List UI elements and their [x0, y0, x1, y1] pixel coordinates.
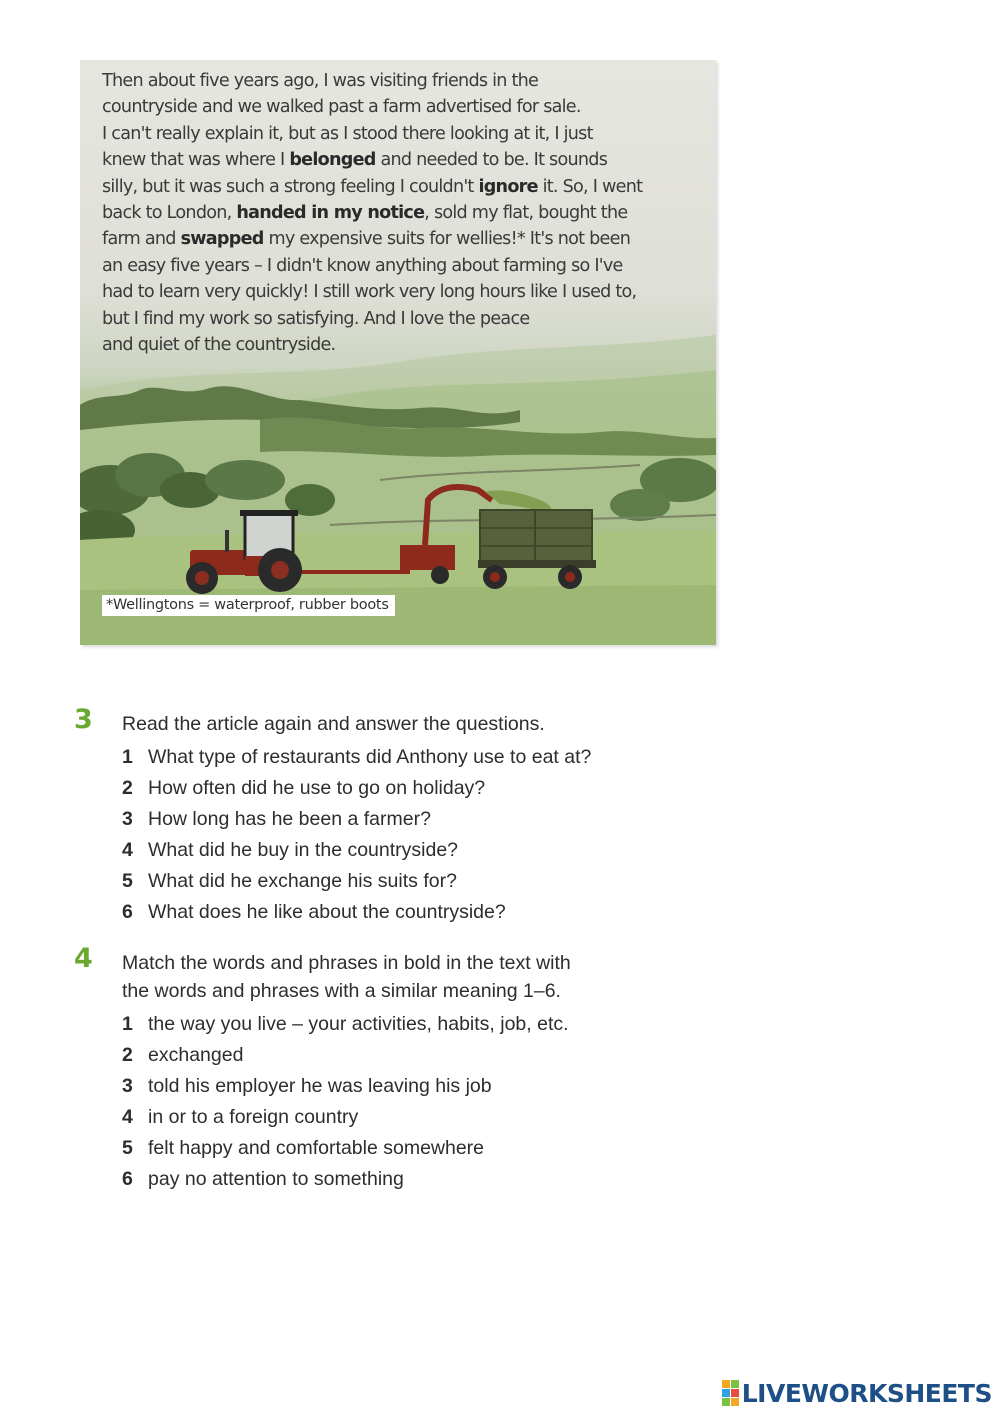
- article-line: [102, 332, 702, 358]
- article-photo-panel: [80, 60, 716, 645]
- item-text: exchanged: [148, 1044, 244, 1066]
- item-number: 6: [122, 1168, 133, 1190]
- article-line: [102, 226, 702, 252]
- article-line: [102, 68, 702, 94]
- text-segment: farm and: [102, 229, 181, 250]
- item-number: 5: [122, 1137, 133, 1159]
- article-line: [102, 94, 702, 120]
- text-segment: , sold my flat, bought the: [424, 203, 628, 224]
- exercise-instruction: [122, 949, 571, 1005]
- item-number: 6: [122, 901, 133, 923]
- item-number: 2: [122, 777, 133, 799]
- article-line: [102, 121, 702, 147]
- list-item: [122, 1040, 569, 1071]
- article-line: [102, 306, 702, 332]
- item-text: What did he exchange his suits for?: [148, 870, 457, 892]
- text-segment: silly, but it was such a strong feeling I couldn't: [102, 176, 479, 197]
- liveworksheets-logo-icon: [722, 1380, 739, 1406]
- list-item: [122, 804, 591, 835]
- list-item: [122, 1133, 569, 1164]
- text-segment: it. So, I went: [537, 176, 643, 197]
- list-item: [122, 835, 591, 866]
- article-line: [102, 200, 702, 226]
- text-segment: an easy five years – I didn't know anything about farming so I've: [102, 255, 623, 276]
- item-text: What does he like about the countryside?: [148, 901, 506, 923]
- bold-phrase: swapped: [180, 229, 264, 250]
- exercise-instruction: Read the article again and answer the questions.: [122, 713, 545, 735]
- text-segment: my expensive suits for wellies!* It's not been: [263, 229, 631, 250]
- item-text: in or to a foreign country: [148, 1106, 359, 1128]
- logo-text: LIVEWORKSHEETS: [741, 1378, 992, 1408]
- exercise-number: 3: [74, 704, 93, 735]
- wellingtons-footnote: *Wellingtons = waterproof, rubber boots: [102, 595, 395, 616]
- list-item: [122, 897, 591, 928]
- article-line: [102, 253, 702, 279]
- bold-phrase: ignore: [478, 176, 538, 197]
- article-line: [102, 279, 702, 305]
- text-segment: knew that was where I: [102, 150, 290, 171]
- instruction-line: Match the words and phrases in bold in the text with: [122, 952, 571, 974]
- item-text: What did he buy in the countryside?: [148, 839, 459, 861]
- list-item: [122, 773, 591, 804]
- item-number: 4: [122, 839, 133, 861]
- item-number: 1: [122, 1013, 133, 1035]
- text-segment: and needed to be. It sounds: [375, 150, 608, 171]
- item-text: the way you live – your activities, habits, job, etc.: [148, 1013, 569, 1035]
- instruction-line: the words and phrases with a similar meaning 1–6.: [122, 980, 561, 1002]
- item-number: 5: [122, 870, 133, 892]
- text-segment: I can't really explain it, but as I stood there looking at it, I just: [102, 123, 593, 144]
- article-line: [102, 174, 702, 200]
- question-list: [122, 742, 591, 928]
- text-segment: back to London,: [102, 203, 237, 224]
- text-segment: Then about five years ago, I was visiting friends in the: [102, 71, 539, 91]
- exercise-number: 4: [74, 943, 93, 974]
- liveworksheets-logo[interactable]: [722, 1378, 992, 1408]
- list-item: [122, 1102, 569, 1133]
- list-item: [122, 866, 591, 897]
- list-item: [122, 742, 591, 773]
- item-number: 4: [122, 1106, 133, 1128]
- item-number: 3: [122, 1075, 133, 1097]
- list-item: [122, 1164, 569, 1195]
- list-item: [122, 1009, 569, 1040]
- article-line: [102, 147, 702, 173]
- item-number: 2: [122, 1044, 133, 1066]
- item-text: What type of restaurants did Anthony use to eat at?: [148, 746, 592, 768]
- item-text: told his employer he was leaving his job: [148, 1075, 492, 1097]
- definition-list: [122, 1009, 569, 1195]
- item-text: How often did he use to go on holiday?: [148, 777, 486, 799]
- text-segment: but I find my work so satisfying. And I love the peace: [102, 308, 530, 329]
- text-segment: countryside and we walked past a farm advertised for sale.: [102, 97, 581, 118]
- bold-phrase: handed in my notice: [236, 203, 425, 224]
- item-text: felt happy and comfortable somewhere: [148, 1137, 485, 1159]
- text-segment: had to learn very quickly! I still work very long hours like I used to,: [102, 282, 637, 303]
- item-text: How long has he been a farmer?: [148, 808, 431, 830]
- item-text: pay no attention to something: [148, 1168, 404, 1190]
- bold-phrase: belonged: [289, 150, 376, 171]
- list-item: [122, 1071, 569, 1102]
- text-segment: and quiet of the countryside.: [102, 335, 336, 356]
- article-text: [102, 68, 702, 358]
- item-number: 1: [122, 746, 133, 768]
- item-number: 3: [122, 808, 133, 830]
